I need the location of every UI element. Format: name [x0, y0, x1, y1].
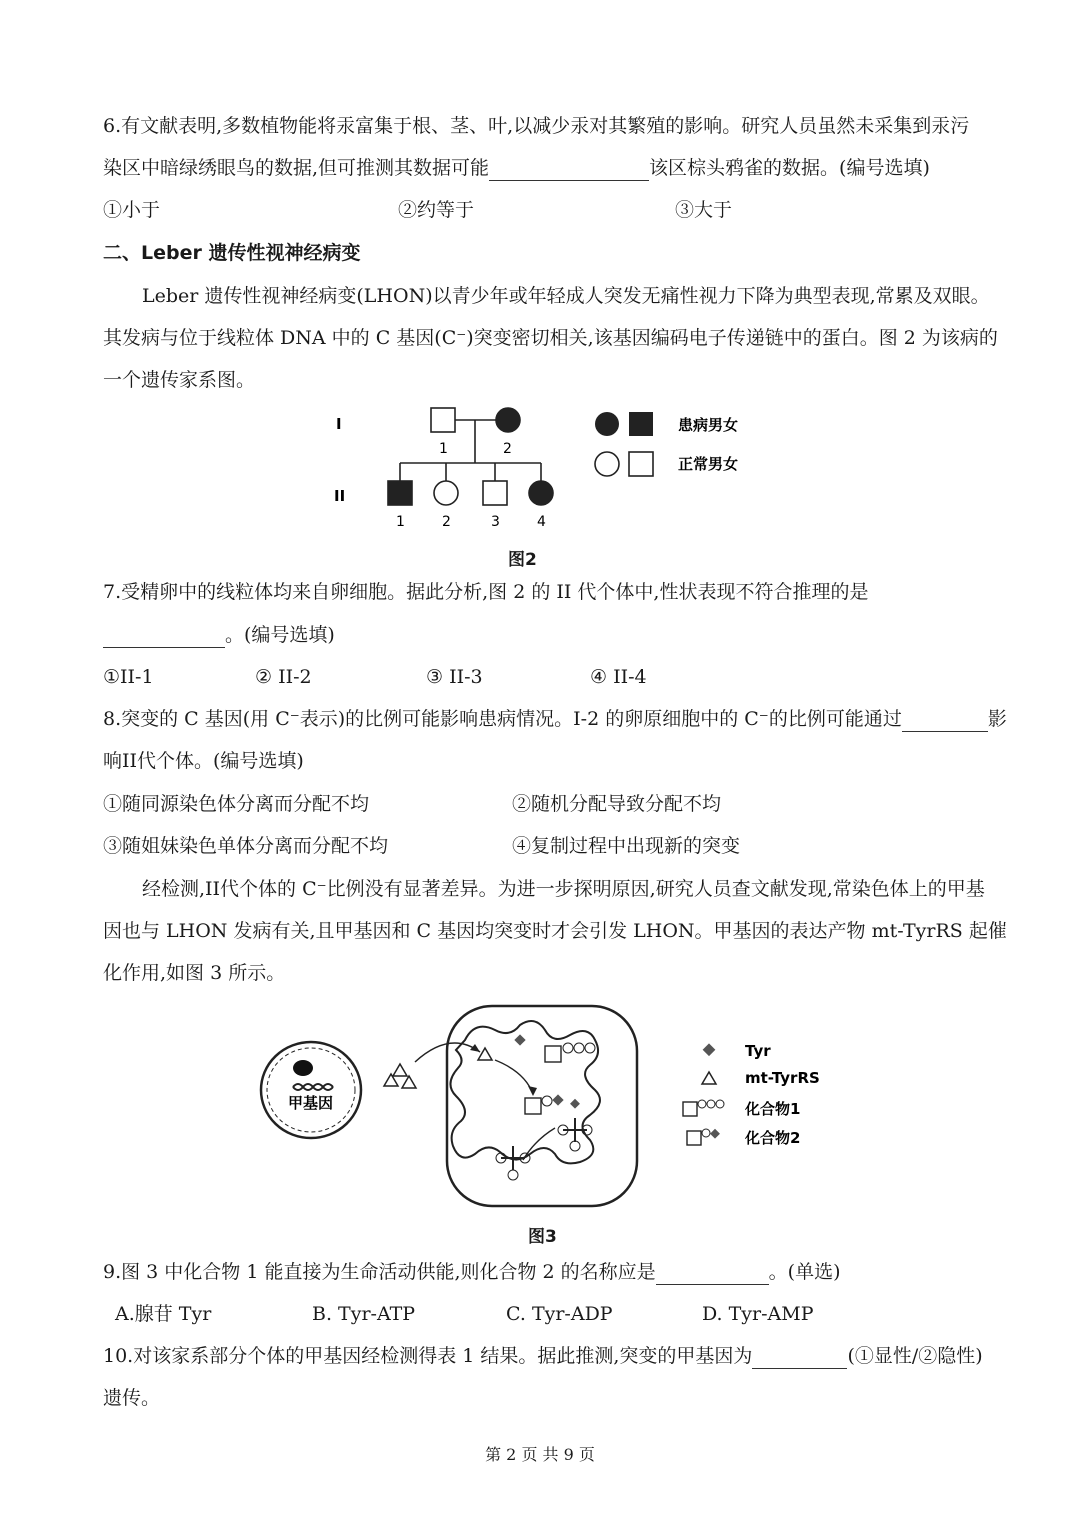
section2-para2: 其发病与位于线粒体 DNA 中的 C 基因(C⁻)突变密切相关,该基因编码电子传递链中的蛋白。图 2 为该病的: [103, 327, 998, 349]
legend-normal-male-icon: [629, 452, 653, 476]
section2-para3: 一个遗传家系图。: [103, 369, 256, 391]
q7-option-1: ①II-1: [103, 666, 154, 688]
gen1-number-1: 1: [439, 441, 448, 457]
q6-line2-b: 该区棕头鸦雀的数据。(编号选填): [649, 157, 930, 179]
gen2-number-2: 2: [442, 514, 451, 530]
q6-line1: 6.有文献表明,多数植物能将汞富集于根、茎、叶,以减少汞对其繁殖的影响。研究人员虽然未采集到汞污: [103, 115, 970, 137]
q7-answer-blank[interactable]: [103, 628, 225, 648]
fig3-figure: [255, 1000, 835, 1215]
q10-line1: [103, 1347, 983, 1369]
q9-line1-b: 。(单选): [768, 1261, 841, 1283]
fig3-caption: 图3: [528, 1227, 557, 1247]
q9-option-a: A.腺苷 Tyr: [115, 1303, 212, 1325]
q6-line2-a: 染区中暗绿绣眼鸟的数据,但可推测其数据可能: [103, 157, 490, 179]
q8-line1-a: 8.突变的 C 基因(用 C⁻表示)的比例可能影响患病情况。I-2 的卵原细胞中的 C⁻的比例可能通过: [103, 708, 902, 730]
q9-option-d: D. Tyr-AMP: [702, 1303, 814, 1325]
q7-option-4: ④ II-4: [590, 666, 647, 688]
q6-option-1: ①小于: [103, 199, 161, 221]
q8-option-2: ②随机分配导致分配不均: [512, 793, 722, 815]
check-para-line1: 经检测,II代个体的 C⁻比例没有显著差异。为进一步探明原因,研究人员查文献发现,常染色体上的甲基: [142, 878, 985, 900]
q7-option-3: ③ II-3: [426, 666, 483, 688]
legend-compound1-icon: [683, 1102, 697, 1116]
check-para-line3: 化作用,如图 3 所示。: [103, 962, 286, 984]
q6-option-2: ②约等于: [398, 199, 475, 221]
nucleolus: [293, 1060, 313, 1076]
gen2-individual-2-normal-female: [434, 481, 458, 505]
legend-normal-female-icon: [595, 452, 619, 476]
q6-answer-blank[interactable]: [489, 161, 649, 181]
legend-compound1: 化合物1: [745, 1100, 801, 1118]
q7-line2: [103, 626, 335, 648]
q10-answer-blank[interactable]: [752, 1349, 847, 1369]
legend-enzyme-icon: [702, 1072, 716, 1084]
q9-line1-a: 9.图 3 中化合物 1 能直接为生命活动供能,则化合物 2 的名称应是: [103, 1261, 656, 1283]
gen1-number-2: 2: [503, 441, 512, 457]
section2-heading: 二、Leber 遗传性视神经病变: [103, 242, 361, 264]
q9-option-b: B. Tyr-ATP: [312, 1303, 416, 1325]
q9-answer-blank[interactable]: [656, 1265, 769, 1285]
page-footer: 第 2 页 共 9 页: [485, 1445, 595, 1464]
legend-tyr-icon: [703, 1043, 716, 1056]
legend-affected-male-icon: [629, 412, 653, 436]
q8-line2: 响II代个体。(编号选填): [103, 750, 304, 772]
gene-label: 甲基因: [288, 1094, 334, 1112]
q6-line2: [103, 159, 930, 181]
gen2-number-4: 4: [537, 514, 546, 530]
q10-line2: 遗传。: [103, 1387, 161, 1409]
q8-option-4: ④复制过程中出现新的突变: [512, 835, 741, 857]
legend-compound2-icon: [687, 1131, 701, 1145]
fig2-caption: 图2: [508, 550, 537, 570]
legend-normal-label: 正常男女: [678, 455, 739, 473]
q7-option-2: ② II-2: [255, 666, 312, 688]
gen2-number-1: 1: [396, 514, 405, 530]
legend-compound2: 化合物2: [745, 1129, 801, 1147]
q9-line1: [103, 1263, 841, 1285]
gen1-individual-1-normal-male: [431, 408, 455, 432]
enzyme-triangle: [393, 1064, 407, 1076]
gen2-individual-4-affected-female: [529, 481, 553, 505]
q8-answer-blank[interactable]: [902, 712, 988, 732]
compound1-box: [545, 1046, 561, 1062]
q6-option-3: ③大于: [675, 199, 733, 221]
legend-affected-label: 患病男女: [678, 416, 739, 434]
gen1-label: I: [336, 415, 342, 433]
tyr-diamond: [514, 1034, 525, 1045]
q8-line1-b: 影: [987, 708, 1007, 730]
q8-line1: [103, 710, 1007, 732]
check-para-line2: 因也与 LHON 发病有关,且甲基因和 C 基因均突变时才会引发 LHON。甲基因的表达产物 mt-TyrRS 起催: [103, 920, 1007, 942]
q7-line1: 7.受精卵中的线粒体均来自卵细胞。据此分析,图 2 的 II 代个体中,性状表现不符合推理的是: [103, 581, 869, 603]
trna-left: [501, 1146, 525, 1170]
gen2-individual-3-normal-male: [483, 481, 507, 505]
q9-option-c: C. Tyr-ADP: [506, 1303, 613, 1325]
section2-para1: Leber 遗传性视神经病变(LHON)以青少年或年轻成人突发无痛性视力下降为典型表现,常累及双眼。: [142, 285, 990, 307]
compound2-box: [525, 1098, 541, 1114]
gen2-number-3: 3: [491, 514, 500, 530]
q8-option-1: ①随同源染色体分离而分配不均: [103, 793, 370, 815]
q8-option-3: ③随姐妹染色单体分离而分配不均: [103, 835, 389, 857]
q10-line1-b: (①显性/②隐性): [847, 1345, 983, 1367]
gen2-individual-1-affected-male: [388, 481, 412, 505]
gen1-individual-2-affected-female: [496, 408, 520, 432]
q10-line1-a: 10.对该家系部分个体的甲基因经检测得表 1 结果。据此推测,突变的甲基因为: [103, 1345, 753, 1367]
q7-line2-text: 。(编号选填): [225, 624, 335, 646]
mitochondrion-outline: [447, 1006, 637, 1206]
legend-tyr: Tyr: [745, 1042, 771, 1060]
pedigree-figure: [320, 395, 760, 545]
legend-affected-female-icon: [595, 412, 619, 436]
gen2-label: II: [334, 487, 346, 505]
legend-mt-tyrrs: mt-TyrRS: [745, 1069, 820, 1087]
